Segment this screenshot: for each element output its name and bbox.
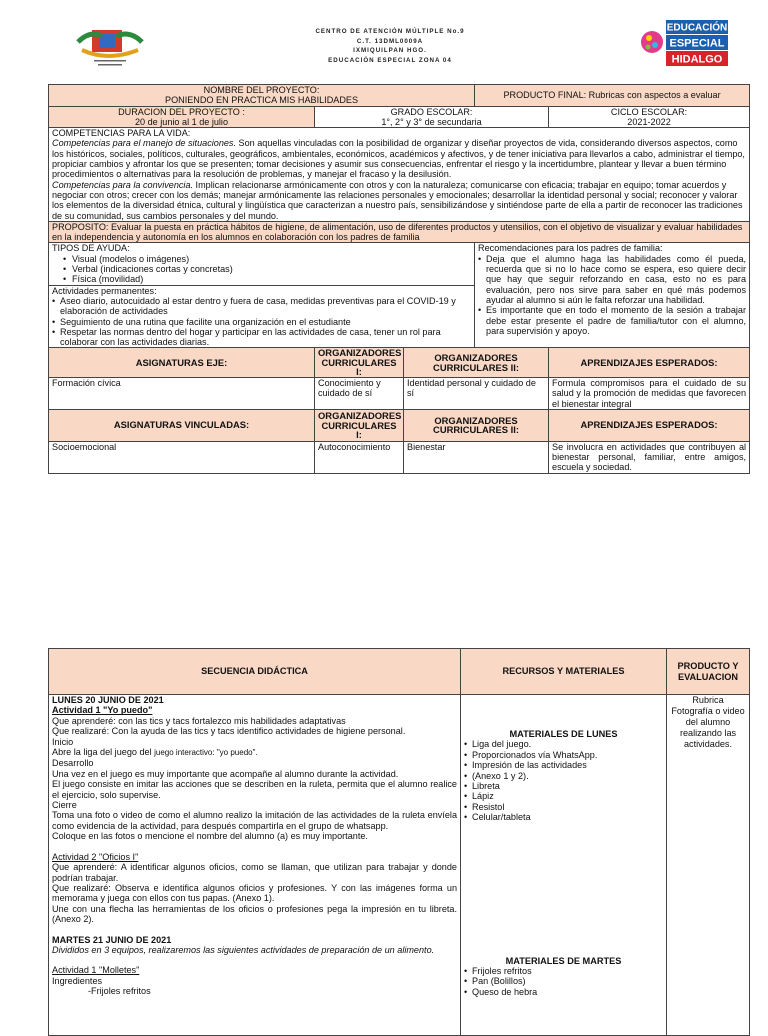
project-name-label: NOMBRE DEL PROYECTO: xyxy=(203,85,320,95)
vinc-header: ASIGNATURAS VINCULADAS: xyxy=(49,409,315,441)
act1-line: Toma una foto o video de como el alumno realizo la imitación de las actividades de la ruleta envíela como evidencia de la actividad, para después compartirla en el grupo de whatsapp. xyxy=(52,810,457,831)
eje-header-row xyxy=(49,348,750,378)
material-item: • Liga del juego. xyxy=(464,739,663,749)
grade-value: 1°, 2° y 3° de secundaria xyxy=(381,116,482,127)
act1-line: Coloque en las fotos o mencione el nombre del alumno (a) es muy importante. xyxy=(52,831,368,842)
help-item: • Verbal (indicaciones cortas y concretas) xyxy=(60,264,471,274)
help-item: • Física (movilidad) xyxy=(60,274,471,284)
materials-monday-title: MATERIALES DE LUNES xyxy=(509,729,618,739)
school-code: C.T. 13DML0009A xyxy=(356,37,424,45)
perm-item: • Respetar las normas dentro del hogar y participar en las actividades de casa, tener un rol para colaborar con las actividades diarias. xyxy=(52,327,471,348)
act1-line: Cierre xyxy=(52,800,77,811)
material-item: • Proporcionados vía WhatsApp. xyxy=(464,750,663,760)
rec-item: • Deja que el alumno haga las habilidades como él pueda, recuerda que si no lo hace como se espera, eso quiere decir que hay que seguir reforzando en casa, esto no es para evaluación, pero nos sirve para saber en qué más podemos ayudar al alumno si aún le falta reforzar una habilidad. xyxy=(478,254,746,305)
act1-line: Desarrollo xyxy=(52,758,94,769)
project-name-row xyxy=(49,85,750,107)
org1-header: ORGANIZADORES CURRICULARES I: xyxy=(315,348,404,378)
eje-aprendizaje: Formula compromisos para el cuidado de su salud y la promoción de medidas que favorecen el bienestar integral xyxy=(549,377,750,409)
materials-tuesday-list xyxy=(464,966,663,997)
sequence-cell xyxy=(49,695,461,1036)
school-name: CENTRO DE ATENCIÓN MÚLTIPLE No.9 xyxy=(315,28,465,35)
sequence-table xyxy=(48,648,750,1036)
eje-header: ASIGNATURAS EJE: xyxy=(49,348,315,378)
eje-org2: Identidad personal y cuidado de sí xyxy=(404,377,549,409)
help-item: • Visual (modelos o imágenes) xyxy=(60,254,471,264)
eje-row xyxy=(49,377,750,409)
game-link[interactable]: juego interactivo: "yo puedo". xyxy=(154,748,258,758)
logo-text-3: HIDALGO xyxy=(671,53,723,66)
competencia-situaciones-text: Son aquellas vinculadas con la posibilidad de organizar y diseñar proyectos de vida, considerando diversos aspectos, como los históricos, sociales, políticos, culturales, geográficos, ambientales, económicos, académicos y afectivos, y de tener iniciativa para llevarlos a cabo, administrar el tiempo, propiciar cambios y afrontar los que se presenten; tomar decisiones y asumir sus consecuencias, enfrentar el riesgo y la incertidumbre, plantear y llevar a buen término procedimientos o alternativas para la resolución de problemas, y manejar el fracaso y la desilusión. xyxy=(52,138,745,180)
purpose-cell: PROPOSITO: Evaluar la puesta en práctica hábitos de higiene, de alimentación, uso de diferentes productos y utensilios, con el objetivo de visualizar y evaluar habilidades en la independencia y autonomía en los alumnos en colaboración con los padres de familia xyxy=(49,221,750,243)
product-header: PRODUCTO Y EVALUACION xyxy=(667,649,750,695)
materials-tuesday-title: MATERIALES DE MARTES xyxy=(505,955,622,966)
act1-link-pre: Abre la liga del juego del xyxy=(52,747,155,758)
tuesday-intro: Divididos en 3 equipos, realizaremos las siguientes actividades de preparación de un alimento. xyxy=(52,944,435,955)
material-item: • Impresión de las actividades xyxy=(464,760,663,770)
vinc-org1: Autoconocimiento xyxy=(315,441,404,473)
act2-line: Une con una flecha las herramientas de los oficios o profesiones pega la impresión en tu libreta. (Anexo 2). xyxy=(52,903,457,925)
competencia-convivencia-text: Implican relacionarse armónicamente con otros y con la naturaleza; comunicarse con eficacia; trabajar en equipo; tomar acuerdos y negociar con otros; crecer con los demás; manejar armónicamente las relaciones personales y emocionales; desarrollar la identidad personal y social; reconocer y valorar los elementos de la diversidad étnica, cultural y lingüística que caracterizan a nuestro país, sensibilizándose y sintiéndose parte de ella a partir de reconocer las tradiciones de su comunidad, sus cambios personales y del mundo. xyxy=(52,179,743,221)
help-list xyxy=(52,254,471,285)
rec-title: Recomendaciones para los padres de familia: xyxy=(478,243,663,254)
act2-line: Que aprenderé: A identificar algunos oficios, como se llaman, que utilizan para trabajar y donde podrían trabajar. xyxy=(52,862,457,883)
materials-monday-list xyxy=(464,739,663,822)
logo-text-1: EDUCACIÓN xyxy=(666,22,728,34)
competencia-convivencia xyxy=(52,180,746,221)
logo-text-2: ESPECIAL xyxy=(669,37,725,50)
competencias-cell xyxy=(49,128,750,222)
material-item: • Libreta xyxy=(464,781,663,791)
school-logo xyxy=(72,22,148,68)
competencias-row xyxy=(49,128,750,222)
material-item: • Celular/tableta xyxy=(464,812,663,822)
act1-line: El juego consiste en imitar las acciones que se describen en la ruleta, permita que el alumno realice el ejercicio, solo supervise. xyxy=(52,779,457,800)
permanent-activities xyxy=(49,286,474,348)
project-duration-row xyxy=(49,106,750,128)
ingredient-item: -Frijoles refritos xyxy=(88,986,151,997)
grade-label: GRADO ESCOLAR: xyxy=(390,106,473,117)
perm-item: • Aseo diario, autocuidado al estar dentro y fuera de casa, medidas preventivas para el COVID-19 y elaboración de actividades xyxy=(52,296,471,317)
monday-title: LUNES 20 JUNIO DE 2021 xyxy=(52,695,164,705)
act1-line: Inicio xyxy=(52,736,74,747)
aprend-header: APRENDIZAJES ESPERADOS: xyxy=(549,348,750,378)
competencia-situaciones xyxy=(52,138,746,179)
rec-list xyxy=(478,254,746,336)
vinc-org2-header: ORGANIZADORES CURRICULARES II: xyxy=(404,409,549,441)
project-name-cell xyxy=(49,85,475,107)
act3-title: Actividad 1 "Molletes" xyxy=(52,965,140,976)
competencias-title: COMPETENCIAS PARA LA VIDA: xyxy=(52,128,191,139)
cycle-label: CICLO ESCOLAR: xyxy=(610,106,688,117)
competencia-situaciones-title: Competencias para el manejo de situaciones. xyxy=(52,138,237,149)
sequence-header-row xyxy=(49,649,750,695)
perm-title: Actividades permanentes: xyxy=(52,285,157,296)
help-types xyxy=(49,243,474,285)
help-row xyxy=(49,243,750,348)
help-cell xyxy=(49,243,475,348)
sequence-body-row xyxy=(49,695,750,1036)
help-title: TIPOS DE AYUDA: xyxy=(52,243,130,254)
act1-link-line xyxy=(52,747,457,758)
vinc-org2: Bienestar xyxy=(404,441,549,473)
vinc-org1-header: ORGANIZADORES CURRICULARES I: xyxy=(315,409,404,441)
school-city: IXMIQUILPAN HGO. xyxy=(353,47,427,55)
act1-line: Que aprenderé: con las tics y tacs fortalezco mis habilidades adaptativas xyxy=(52,715,346,726)
seq-header: SECUENCIA DIDÁCTICA xyxy=(49,649,461,695)
project-name: PONIENDO EN PRACTICA MIS HABILIDADES xyxy=(165,95,359,106)
perm-list xyxy=(52,296,471,347)
material-item: • Resistol xyxy=(464,802,663,812)
purpose-row xyxy=(49,221,750,243)
act1-line: Que realizaré: Con la ayuda de las tics y tacs identifico actividades de higiene personal. xyxy=(52,726,406,737)
org2-header: ORGANIZADORES CURRICULARES II: xyxy=(404,348,549,378)
ingredients-label: Ingredientes xyxy=(52,975,103,986)
material-item: • Queso de hebra xyxy=(464,987,663,997)
material-item: • Lápiz xyxy=(464,791,663,801)
tuesday-title: MARTES 21 JUNIO DE 2021 xyxy=(52,934,172,945)
vinc-subject: Socioemocional xyxy=(49,441,315,473)
duration-value: 20 de junio al 1 de julio xyxy=(134,116,229,127)
vinc-row xyxy=(49,441,750,473)
recommendations-cell xyxy=(475,243,750,348)
duration-label: DURACION DEL PROYECTO : xyxy=(118,106,245,117)
project-table xyxy=(48,84,750,474)
act2-line: Que realizaré: Observa e identifica algunos oficios y profesiones. Y con las imágenes forma un memorama y juega con ellos con tus papas. (Anexo 1). xyxy=(52,882,457,904)
material-item: • (Anexo 1 y 2). xyxy=(464,771,663,781)
school-info xyxy=(260,27,520,65)
competencia-convivencia-title: Competencias para la convivencia. xyxy=(52,179,194,190)
product-cell: Rubrica Fotografía o video del alumno realizando las actividades. xyxy=(667,695,750,1036)
material-item: • Frijoles refritos xyxy=(464,966,663,976)
page-header xyxy=(0,0,768,84)
duration-cell xyxy=(49,106,315,128)
grade-cell xyxy=(315,106,549,128)
vinc-aprend-header: APRENDIZAJES ESPERADOS: xyxy=(549,409,750,441)
cycle-cell xyxy=(549,106,750,128)
act1-title: Actividad 1 "Yo puedo" xyxy=(52,705,153,716)
vinc-aprendizaje: Se involucra en actividades que contribuyen al bienestar personal, familiar, entre amigos, escuela y sociedad. xyxy=(549,441,750,473)
eje-org1: Conocimiento y cuidado de sí xyxy=(315,377,404,409)
vinc-header-row xyxy=(49,409,750,441)
act1-line: Una vez en el juego es muy importante que acompañe al alumno durante la actividad. xyxy=(52,768,399,779)
resources-header: RECURSOS Y MATERIALES xyxy=(461,649,667,695)
cycle-value: 2021-2022 xyxy=(627,116,671,127)
resources-cell xyxy=(461,695,667,1036)
final-product: PRODUCTO FINAL: Rubricas con aspectos a evaluar xyxy=(475,85,750,107)
school-zone: EDUCACIÓN ESPECIAL ZONA 04 xyxy=(328,56,452,64)
educacion-especial-hidalgo-logo xyxy=(640,18,730,68)
eje-subject: Formación cívica xyxy=(49,377,315,409)
material-item: • Pan (Bolillos) xyxy=(464,976,663,986)
perm-item: • Seguimiento de una rutina que facilite una organización en el estudiante xyxy=(52,317,471,327)
rec-item: • Es importante que en todo el momento de la sesión a trabajar debe estar presente el padre de familia/tutor con el alumno, para supervisión y apoyo. xyxy=(478,305,746,336)
act2-title: Actividad 2 "Oficios I" xyxy=(52,851,139,862)
